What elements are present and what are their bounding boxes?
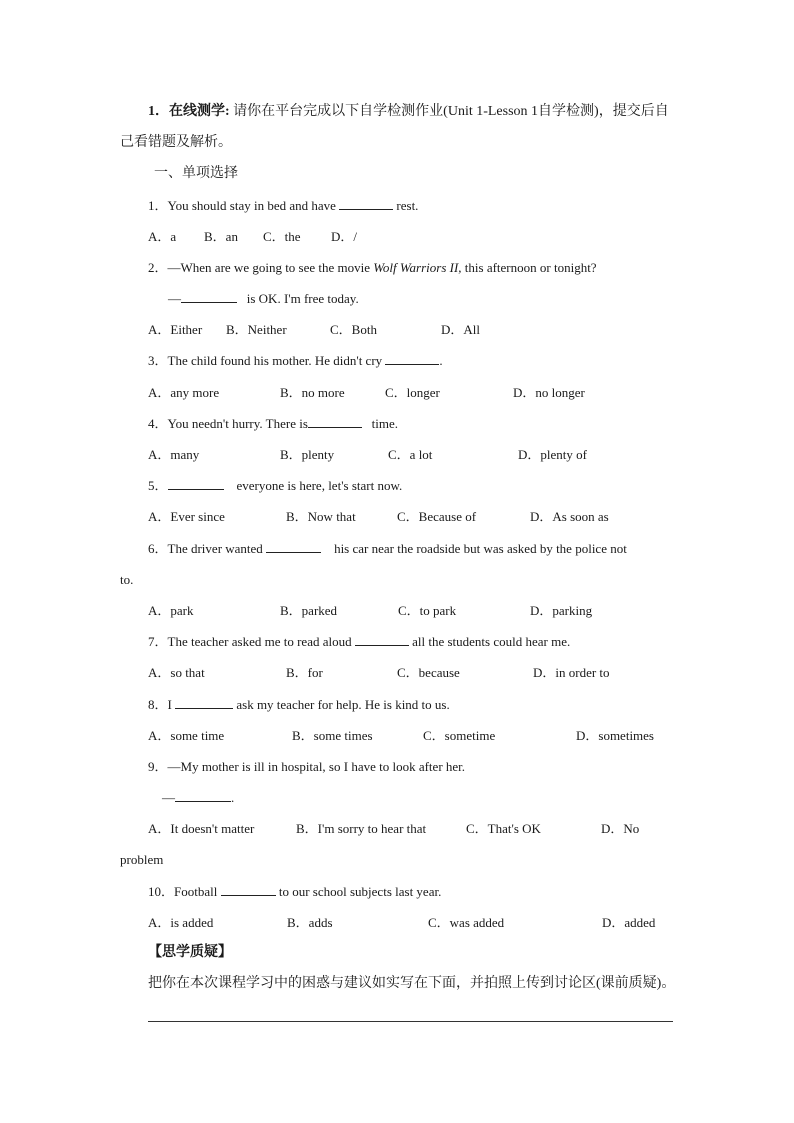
answer-line: [148, 1021, 673, 1022]
answer-blank: [175, 789, 231, 802]
question-4: 4．You needn't hurry. There is time.: [148, 416, 399, 431]
question-10: 10．Football to our school subjects last year.: [148, 884, 442, 899]
question-1: 1．You should stay in bed and have rest.: [148, 198, 419, 213]
option: D．sometimes: [576, 728, 654, 743]
intro-label: 1．在线测学:: [148, 104, 230, 119]
option: D．plenty of: [518, 447, 587, 462]
option: B．plenty: [280, 447, 335, 462]
answer-blank: [181, 290, 237, 303]
option: C．sometime: [423, 728, 496, 743]
option: B．some times: [292, 728, 373, 743]
option: A．a: [148, 229, 177, 244]
answer-blank: [168, 477, 224, 490]
answer-blank: [355, 633, 409, 646]
answer-blank: [175, 696, 233, 709]
intro-line-2: 己看错题及解析。: [120, 135, 232, 150]
option: A．Ever since: [148, 509, 225, 524]
reflect-title: 【思学质疑】: [148, 945, 232, 960]
option: B．parked: [280, 603, 338, 618]
question-8: 8．I ask my teacher for help. He is kind to us.: [148, 697, 450, 712]
option: B．adds: [287, 915, 333, 930]
option: C．to park: [398, 603, 457, 618]
option: C．That's OK: [466, 821, 541, 836]
intro-text: 请你在平台完成以下自学检测作业(Unit 1-Lesson 1自学检测)，提交后自: [233, 104, 669, 119]
option: C．longer: [385, 385, 440, 400]
option: A．It doesn't matter: [148, 821, 255, 836]
option: A．so that: [148, 665, 205, 680]
option: D．parking: [530, 603, 593, 618]
option: C．the: [263, 229, 301, 244]
question-5: 5． everyone is here, let's start now.: [148, 478, 403, 493]
option: B．Neither: [226, 322, 287, 337]
option: D．No: [601, 821, 640, 836]
option: D．added: [602, 915, 656, 930]
option: A．some time: [148, 728, 225, 743]
option: B．no more: [280, 385, 345, 400]
option: D．All: [441, 322, 481, 337]
question-6-continued: to.: [120, 572, 134, 587]
option: C．Both: [330, 322, 377, 337]
question-7: 7．The teacher asked me to read aloud all the students could hear me.: [148, 634, 571, 649]
answer-blank: [266, 540, 321, 553]
question-9-continued: problem: [120, 852, 164, 867]
question-2: 2．—When are we going to see the movie Wolf Warriors II, this afternoon or tonight?: [148, 260, 597, 275]
question-2-reply: — is OK. I'm free today.: [168, 291, 359, 306]
option: C．was added: [428, 915, 505, 930]
intro-line-1: [148, 103, 669, 121]
option: A．park: [148, 603, 194, 618]
question-9-reply: — .: [162, 790, 235, 805]
answer-blank: [221, 883, 276, 896]
option: A．any more: [148, 385, 220, 400]
option: B．I'm sorry to hear that: [296, 821, 427, 836]
reflect-text: 把你在本次课程学习中的困惑与建议如实写在下面，并拍照上传到讨论区(课前质疑)。: [148, 976, 676, 991]
option: C．Because of: [397, 509, 477, 524]
answer-blank: [385, 352, 439, 365]
option: A．many: [148, 447, 200, 462]
option: B．Now that: [286, 509, 356, 524]
option: B．for: [286, 665, 323, 680]
question-9: 9．—My mother is ill in hospital, so I have to look after her.: [148, 759, 466, 774]
answer-blank: [339, 197, 393, 210]
option: D．/: [331, 229, 358, 244]
option: D．no longer: [513, 385, 585, 400]
option: B．an: [204, 229, 238, 244]
movie-title: Wolf Warriors II,: [373, 260, 462, 275]
option: C．because: [397, 665, 460, 680]
option: A．Either: [148, 322, 203, 337]
question-6: 6．The driver wanted his car near the roadside but was asked by the police not: [148, 541, 627, 556]
question-3: 3．The child found his mother. He didn't cry .: [148, 353, 443, 368]
option: D．in order to: [533, 665, 610, 680]
section-title: 一、单项选择: [154, 166, 238, 181]
answer-blank: [308, 415, 362, 428]
option: D．As soon as: [530, 509, 609, 524]
option: A．is added: [148, 915, 214, 930]
option: C．a lot: [388, 447, 433, 462]
